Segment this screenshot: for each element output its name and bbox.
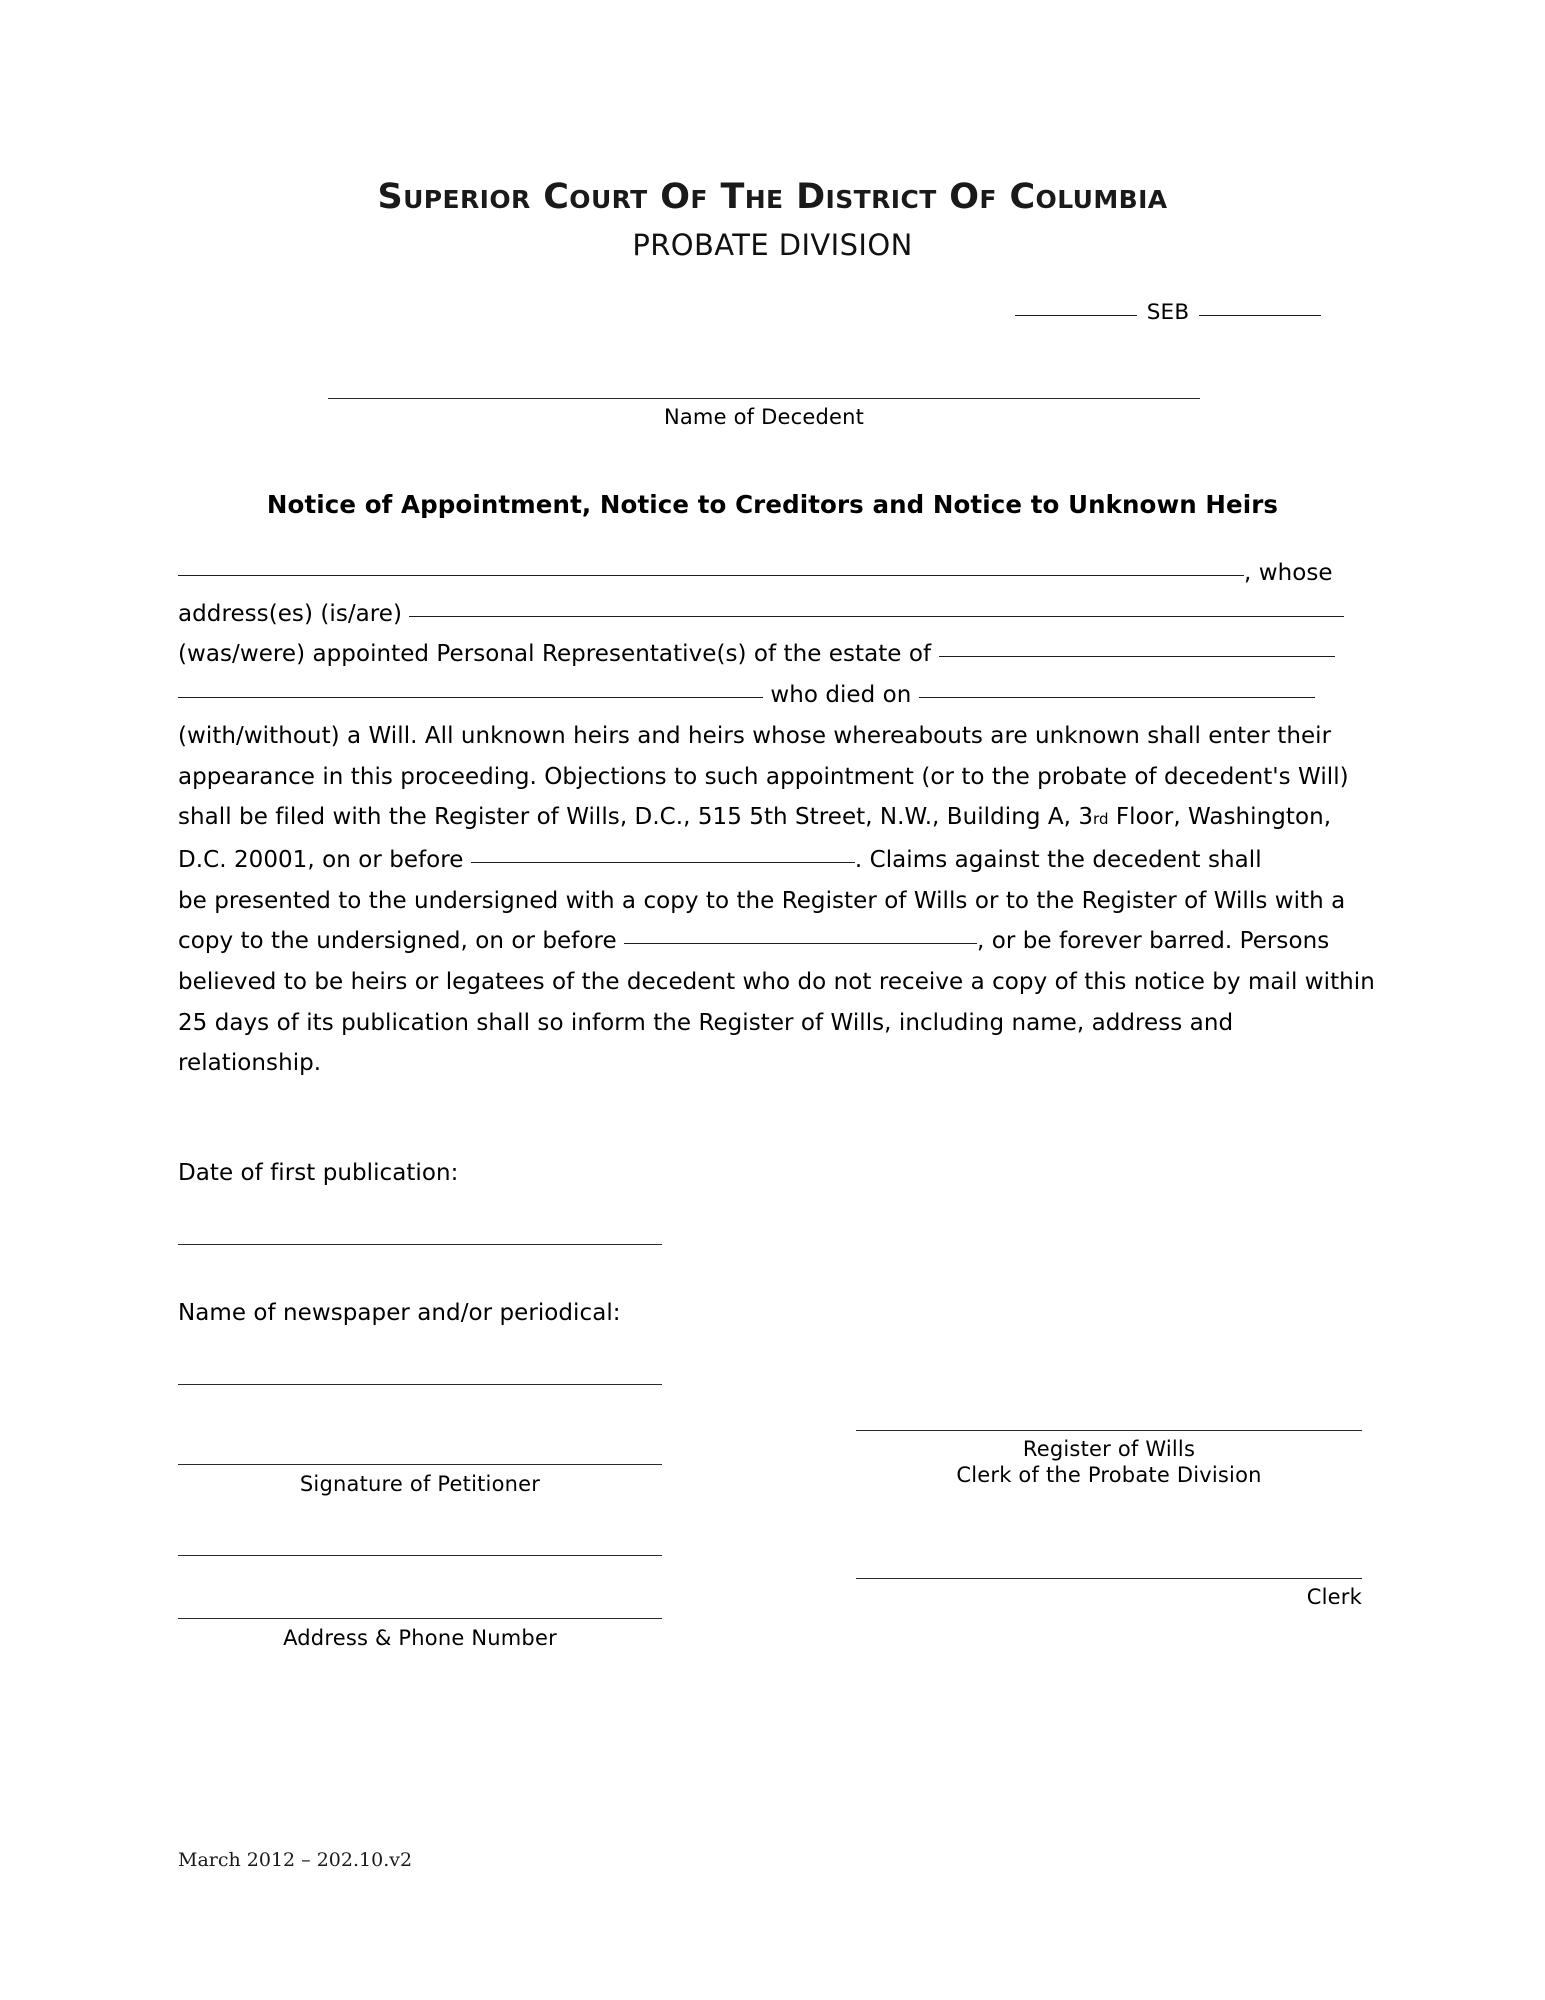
body-line-2 (178, 594, 1362, 635)
case-number-blank-right[interactable] (1199, 314, 1321, 316)
body-line-6: appearance in this proceeding. Objections to such appointment (or to the probate of decedent's Will) (178, 763, 1349, 790)
body-line-11: believed to be heirs or legatees of the decedent who do not receive a copy of this notice by mail within (178, 969, 1375, 996)
clerk-signature-blank[interactable] (856, 1578, 1362, 1579)
case-number-row (988, 300, 1348, 325)
ordinal-suffix: rd (1093, 810, 1109, 829)
newspaper-name-label: Name of newspaper and/or periodical: (178, 1300, 621, 1326)
body-line-3 (178, 634, 1362, 675)
claims-deadline-blank[interactable] (624, 942, 977, 944)
petitioner-address-blank-1[interactable] (178, 1555, 662, 1556)
body-line-8-lead: D.C. 20001, on or before (178, 846, 464, 873)
body-line-12: 25 days of its publication shall so inform the Register of Wills, including name, address and (178, 1009, 1234, 1036)
body-line-1 (178, 553, 1362, 594)
body-line-1-tail: , whose (1244, 560, 1333, 586)
decedent-name-caption: Name of Decedent (663, 405, 865, 429)
petitioner-address-caption: Address & Phone Number (283, 1626, 557, 1650)
body-line-8 (178, 840, 1362, 881)
body-line-7-a: shall be filed with the Register of Wills, D.C., 515 5th Street, N.W., Building A, 3 (178, 804, 1094, 831)
date-of-first-publication-label: Date of first publication: (178, 1160, 459, 1186)
body-line-4-mid: who died on (770, 682, 912, 709)
body-line-10 (178, 921, 1362, 962)
body-line-10-tail: , or be forever barred. Persons (977, 928, 1330, 955)
decedent-name-blank[interactable] (328, 398, 1200, 399)
seb-label: SEB (1146, 300, 1190, 325)
body-line-5: (with/without) a Will. All unknown heirs and heirs whose whereabouts are unknown shall enter their (178, 722, 1332, 749)
division-subtitle: PROBATE DIVISION (632, 228, 913, 262)
objection-deadline-blank[interactable] (471, 861, 855, 863)
body-line-7 (178, 797, 1362, 840)
petitioner-signature-blank[interactable] (178, 1464, 662, 1465)
petitioner-signature-caption: Signature of Petitioner (299, 1472, 541, 1496)
body-line-9: be presented to the undersigned with a copy to the Register of Wills or to the Register of Wills with a (178, 887, 1346, 914)
newspaper-name-blank[interactable] (178, 1384, 662, 1385)
register-of-wills-caption-line1: Register of Wills (1022, 1437, 1196, 1461)
body-line-4 (178, 675, 1362, 716)
form-heading: Notice of Appointment, Notice to Creditors and Notice to Unknown Heirs (266, 490, 1279, 519)
register-of-wills-caption-line2: Clerk of the Probate Division (956, 1463, 1262, 1487)
body-line-13: relationship. (178, 1050, 322, 1077)
pr-name-blank[interactable] (178, 574, 1244, 576)
decedent-blank[interactable] (178, 696, 763, 698)
date-of-first-publication-blank[interactable] (178, 1244, 662, 1245)
case-number-blank-left[interactable] (1015, 314, 1137, 316)
body-line-10-lead: copy to the undersigned, on or before (178, 928, 617, 955)
body-line-7-b: Floor, Washington, (1108, 804, 1332, 831)
body-line-8-tail: . Claims against the decedent shall (854, 846, 1262, 873)
register-of-wills-signature-blank[interactable] (856, 1430, 1362, 1431)
estate-of-blank[interactable] (939, 655, 1335, 657)
clerk-caption: Clerk (1306, 1585, 1362, 1609)
body-line-3-lead: (was/were) appointed Personal Representative(s) of the estate of (178, 641, 932, 668)
body-line-2-lead: address(es) (is/are) (178, 600, 403, 627)
page-title: Superior Court Of The District Of Columbia (377, 177, 1168, 217)
notice-body (178, 553, 1375, 1084)
date-of-death-blank[interactable] (919, 696, 1315, 698)
petitioner-address-blank-2[interactable] (178, 1618, 662, 1619)
pr-address-blank[interactable] (409, 615, 1344, 617)
form-revision-footer: March 2012 – 202.10.v2 (178, 1849, 413, 1871)
